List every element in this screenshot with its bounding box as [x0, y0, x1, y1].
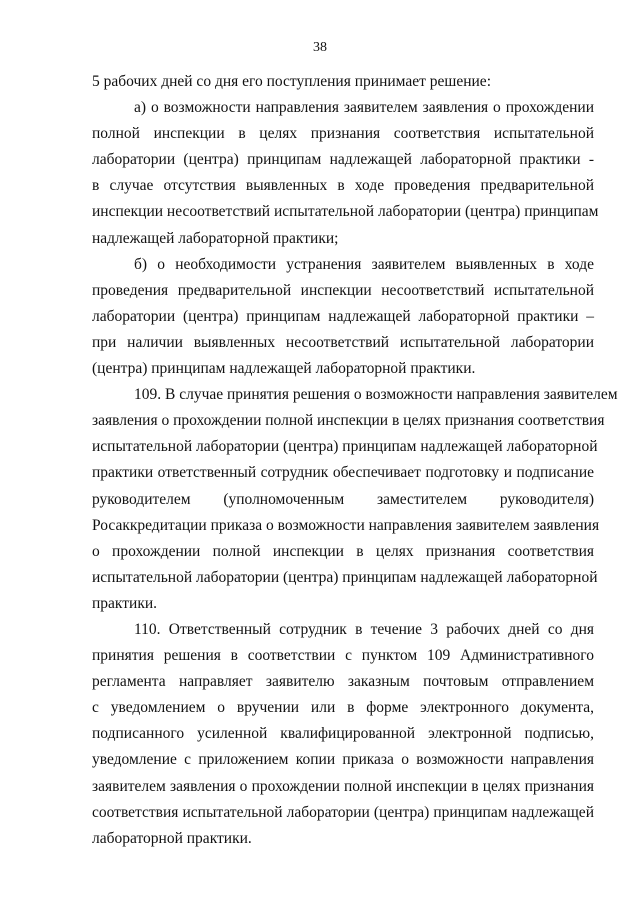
text-line: 5 рабочих дней со дня его поступления принимает решение: — [92, 73, 491, 90]
text-line: заявления о прохождении полной инспекции в целях признания соответствия — [92, 412, 605, 430]
text-line: уведомление с приложением копии приказа о возможности направления — [92, 751, 594, 769]
text-line: при наличии выявленных несоответствий испытательной лаборатории — [92, 333, 594, 351]
text-line: регламента направляет заявителю заказным почтовым отправлением — [92, 673, 594, 691]
page-number: 38 — [313, 40, 327, 55]
text-line: соответствия испытательной лаборатории (центра) принципам надлежащей — [92, 803, 594, 821]
text-line: а) о возможности направления заявителем заявления о прохождении — [134, 99, 594, 117]
text-line: (центра) принципам надлежащей лабораторной практики. — [92, 360, 476, 378]
text-line: 109. В случае принятия решения о возможности направления заявителем — [134, 386, 618, 404]
text-line: практики ответственный сотрудник обеспечивает подготовку и подписание — [92, 464, 594, 482]
text-line: принятия решения в соответствии с пунктом 109 Административного — [92, 647, 594, 665]
text-line: в случае отсутствия выявленных в ходе проведения предварительной — [92, 177, 594, 195]
text-line: лабораторной практики. — [92, 829, 252, 847]
text-line: полной инспекции в целях признания соответствия испытательной — [92, 125, 594, 143]
text-line: заявителем заявления о прохождении полной инспекции в целях признания — [92, 777, 594, 795]
text-line: о прохождении полной инспекции в целях признания соответствия — [92, 542, 594, 560]
text-line: инспекции несоответствий испытательной лаборатории (центра) принципам — [92, 203, 599, 221]
text-line: с уведомлением о вручении или в форме электронного документа, — [92, 699, 594, 717]
text-line: Росаккредитации приказа о возможности направления заявителем заявления — [92, 516, 600, 534]
text-line: испытательной лаборатории (центра) принципам надлежащей лабораторной — [92, 438, 598, 456]
text-line: б) о необходимости устранения заявителем выявленных в ходе — [134, 255, 594, 273]
text-line: проведения предварительной инспекции несоответствий испытательной — [92, 281, 594, 299]
text-line: надлежащей лабораторной практики; — [92, 229, 339, 247]
text-line: практики. — [92, 594, 158, 612]
text-line: лаборатории (центра) принципам надлежащей лабораторной практики - — [92, 151, 594, 169]
text-line: 110. Ответственный сотрудник в течение 3 рабочих дней со дня — [134, 620, 594, 638]
text-line: испытательной лаборатории (центра) принципам надлежащей лабораторной — [92, 568, 598, 586]
document-body — [92, 69, 618, 852]
text-line: руководителем (уполномоченным заместителем руководителя) — [92, 490, 594, 508]
text-line: подписанного усиленной квалифицированной электронной подписью, — [92, 725, 594, 743]
text-line: лаборатории (центра) принципам надлежащей лабораторной практики – — [92, 307, 594, 325]
